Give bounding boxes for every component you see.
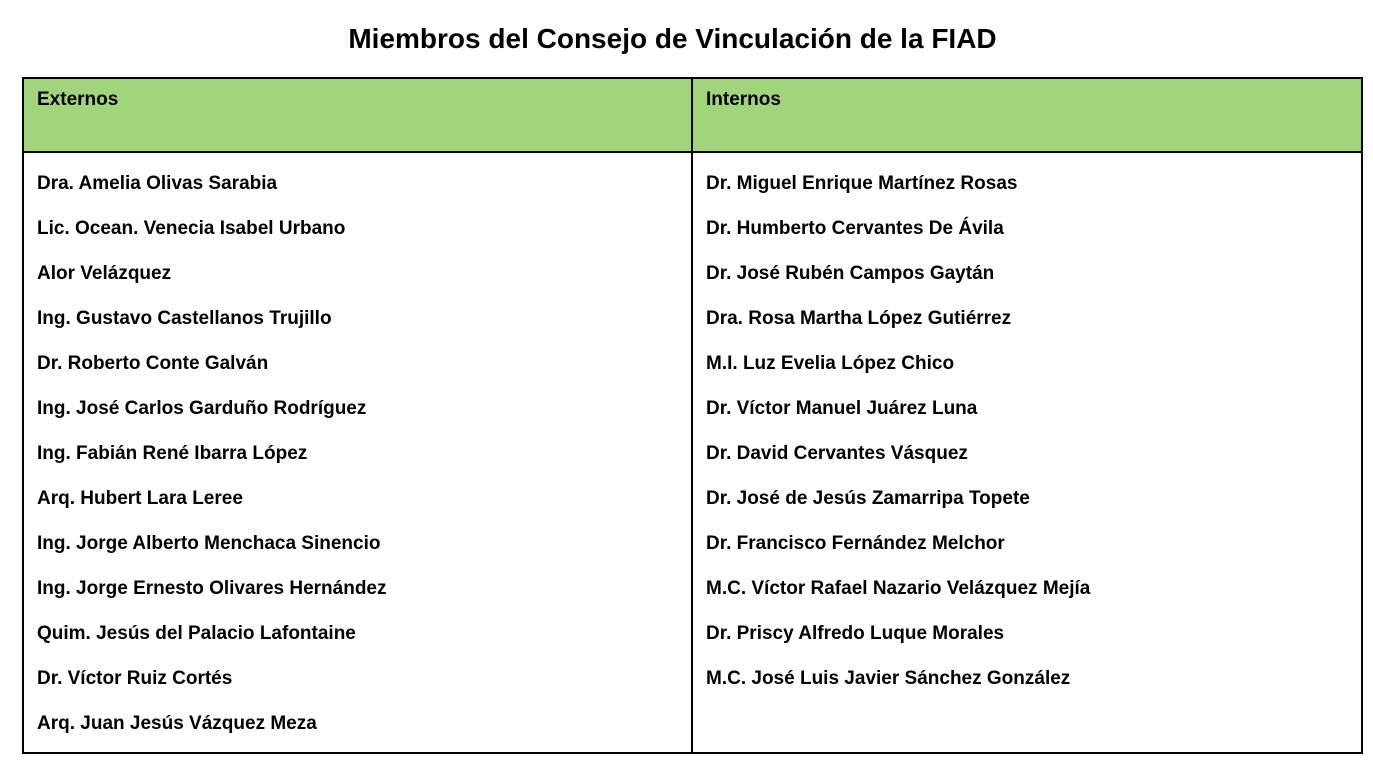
member-name: Ing. Jorge Ernesto Olivares Hernández	[37, 578, 387, 599]
member-name: Dra. Rosa Martha López Gutiérrez	[706, 308, 1012, 329]
member-name: Lic. Ocean. Venecia Isabel Urbano	[37, 218, 346, 239]
member-name: Dr. Víctor Manuel Juárez Luna	[706, 398, 978, 419]
member-name: Dr. Priscy Alfredo Luque Morales	[706, 623, 1005, 644]
page-title: Miembros del Consejo de Vinculación de la FIAD	[348, 23, 997, 54]
member-name: Dr. Víctor Ruiz Cortés	[37, 668, 233, 689]
member-name: Dr. Humberto Cervantes De Ávila	[706, 218, 1004, 239]
member-name: M.C. José Luis Javier Sánchez González	[706, 668, 1071, 689]
externos-cell	[23, 152, 692, 753]
member-name: Dr. José de Jesús Zamarripa Topete	[706, 488, 1030, 509]
internos-cell	[692, 152, 1362, 753]
member-name: Arq. Juan Jesús Vázquez Meza	[37, 713, 317, 734]
member-name: Dr. Francisco Fernández Melchor	[706, 533, 1005, 554]
table-body-row	[23, 152, 1362, 753]
member-name: Dra. Amelia Olivas Sarabia	[37, 173, 278, 194]
member-name: Arq. Hubert Lara Leree	[37, 488, 243, 509]
member-name: Ing. José Carlos Garduño Rodríguez	[37, 398, 367, 419]
table-header-row	[23, 78, 1362, 152]
member-name: Quim. Jesús del Palacio Lafontaine	[37, 623, 356, 644]
member-name: Ing. Fabián René Ibarra López	[37, 443, 308, 464]
member-name: Ing. Gustavo Castellanos Trujillo	[37, 308, 332, 329]
member-name: M.C. Víctor Rafael Nazario Velázquez Mejía	[706, 578, 1091, 599]
member-name: Dr. José Rubén Campos Gaytán	[706, 263, 995, 284]
column-header-internos: Internos	[692, 78, 1362, 152]
member-name: Dr. David Cervantes Vásquez	[706, 443, 968, 464]
column-header-externos: Externos	[23, 78, 692, 152]
externos-member-list	[37, 161, 678, 746]
member-name: Alor Velázquez	[37, 263, 172, 284]
member-name: M.I. Luz Evelia López Chico	[706, 353, 955, 374]
members-table	[22, 77, 1363, 754]
internos-member-list	[706, 161, 1348, 701]
member-name: Dr. Miguel Enrique Martínez Rosas	[706, 173, 1018, 194]
member-name: Dr. Roberto Conte Galván	[37, 353, 269, 374]
member-name: Ing. Jorge Alberto Menchaca Sinencio	[37, 533, 381, 554]
